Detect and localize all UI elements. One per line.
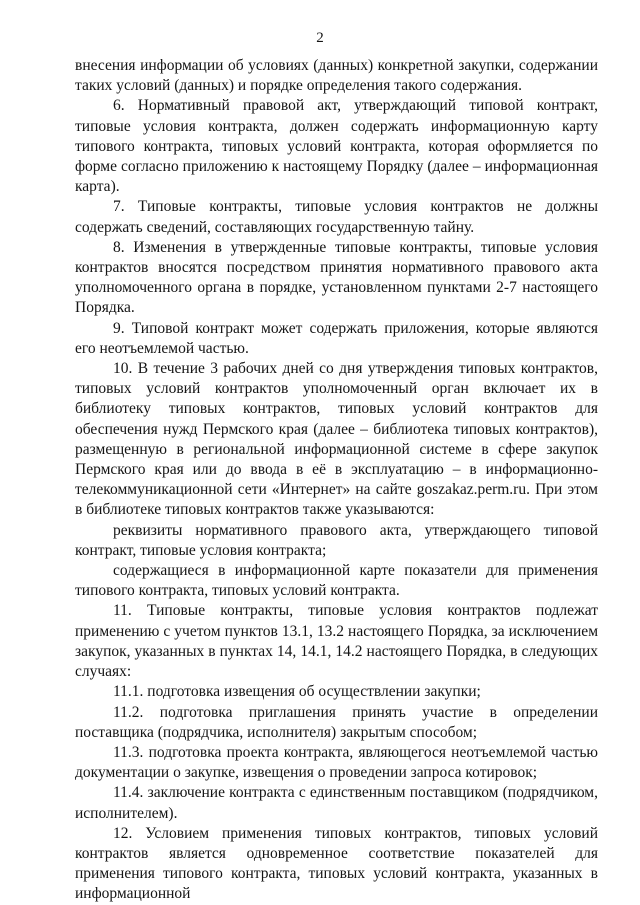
document-body [75, 56, 598, 905]
paragraph-continuation: внесения информации об условиях (данных) конкретной закупки, содержании таких условий (данных) и порядке определения такого содержания. [75, 57, 598, 95]
paragraph-item-12: 12. Условием применения типовых контрактов, типовых условий контрактов является одновременное соответствие показателей для применения типового контракта, типовых условий контракта, указанных в информационной [75, 824, 598, 903]
paragraph-item-11-1: 11.1. подготовка извещения об осуществлении закупки; [113, 683, 481, 701]
paragraph-item-10-details-indicators: содержащиеся в информационной карте показатели для применения типового контракта, типовых условий контракта. [75, 562, 598, 600]
paragraph-item-6: 6. Нормативный правовой акт, утверждающий типовой контракт, типовые условия контракта, должен содержать информационную карту типового контракта, типовых условий контракта, которая оформляется по форме согласно приложению к настоящему Порядку (далее – информационная карта). [75, 97, 598, 196]
paragraph-item-10-details-requisites: реквизиты нормативного правового акта, утверждающего типовой контракт, типовые условия контракта; [75, 521, 598, 559]
page-number: 2 [316, 30, 324, 46]
paragraph-item-7: 7. Типовые контракты, типовые условия контрактов не должны содержать сведений, составляющих государственную тайну. [75, 198, 598, 236]
paragraph-item-11-3: 11.3. подготовка проекта контракта, являющегося неотъемлемой частью документации о закупке, извещения о проведении запроса котировок; [75, 743, 598, 782]
paragraph-item-9: 9. Типовой контракт может содержать приложения, которые являются его неотъемлемой частью. [75, 319, 598, 357]
paragraph-item-11: 11. Типовые контракты, типовые условия контрактов подлежат применению с учетом пунктов 13.1, 13.2 настоящего Порядка, за исключением закупок, указанных в пунктах 14, 14.1, 14.2 настоящего Порядка, в следующих случаях: [75, 602, 598, 681]
paragraph-item-8: 8. Изменения в утвержденные типовые контракты, типовые условия контрактов вносятся посредством принятия нормативного правового акта уполномоченного органа в порядке, установленном пунктами 2-7 настоящего Порядка. [75, 238, 598, 317]
paragraph-item-10: 10. В течение 3 рабочих дней со дня утверждения типовых контрактов, типовых условий контрактов уполномоченный орган включает их в библиотеку типовых контрактов, типовых условий контрактов для обеспечения нужд Пермского края (далее – библиотека типовых контрактов), размещенную в региональной информационной системе в сфере закупок Пермского края или до ввода в её в эксплуатацию – в информационно-телекоммуникационной сети «Интернет» на сайте goszakaz.perm.ru. При этом в библиотеке типовых контрактов также указываются: [75, 360, 598, 519]
paragraph-item-11-4: 11.4. заключение контракта с единственным поставщиком (подрядчиком, исполнителем). [75, 784, 598, 822]
paragraph-item-11-2: 11.2. подготовка приглашения принять участие в определении поставщика (подрядчика, исполнителя) закрытым способом; [75, 703, 598, 741]
